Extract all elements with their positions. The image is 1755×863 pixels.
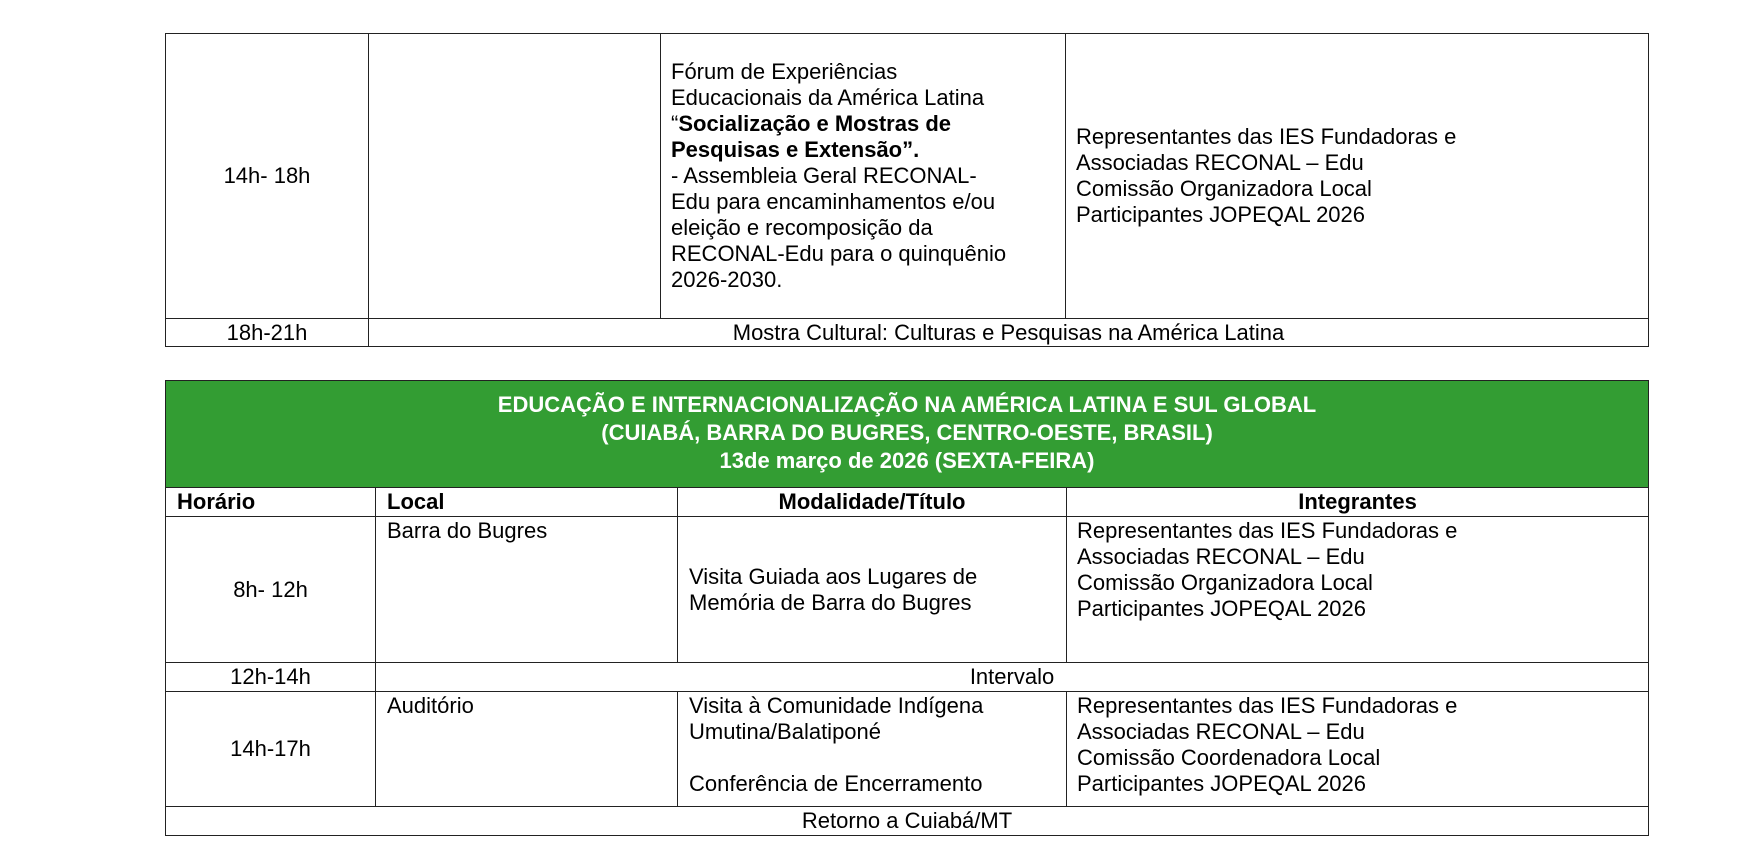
column-header-horario: Horário <box>166 488 376 517</box>
modalidade-cell <box>661 34 1066 319</box>
integrantes-cell <box>1066 34 1649 319</box>
text-line: Representantes das IES Fundadoras e <box>1077 518 1458 543</box>
text-line: Comissão Organizadora Local <box>1077 570 1373 595</box>
day-header <box>166 381 1649 488</box>
column-header-row <box>166 488 1649 517</box>
bold-title: Socialização e Mostras de <box>678 111 951 136</box>
text-line: Associadas RECONAL – Edu <box>1076 150 1364 175</box>
integrantes-cell <box>1067 692 1649 807</box>
modalidade-cell <box>678 692 1067 807</box>
event-cell: Intervalo <box>376 663 1649 692</box>
table-row <box>166 34 1649 319</box>
text-line: RECONAL-Edu para o quinquênio <box>671 241 1007 266</box>
text-line: Umutina/Balatiponé <box>689 719 882 744</box>
text-line: Associadas RECONAL – Edu <box>1077 544 1365 569</box>
text-line: Educacionais da América Latina <box>671 85 985 110</box>
day-header-row <box>166 381 1649 488</box>
local-cell: Barra do Bugres <box>376 517 678 663</box>
spacer <box>689 745 1066 771</box>
modalidade-cell <box>678 517 1067 663</box>
time-cell: 8h- 12h <box>166 517 376 663</box>
schedule-table-top <box>165 33 1649 347</box>
text-line: Participantes JOPEQAL 2026 <box>1077 596 1367 621</box>
text-line: Representantes das IES Fundadoras e <box>1077 693 1458 718</box>
column-header-integrantes: Integrantes <box>1067 488 1649 517</box>
text-line: Edu para encaminhamentos e/ou <box>671 189 996 214</box>
text-line: eleição e recomposição da <box>671 215 933 240</box>
text-line: Fórum de Experiências <box>671 59 898 84</box>
text-line <box>671 137 1065 163</box>
table-row <box>166 517 1649 663</box>
text-line: Visita à Comunidade Indígena <box>689 693 984 718</box>
column-header-modalidade: Modalidade/Título <box>678 488 1067 517</box>
text-line: 2026-2030. <box>671 267 783 292</box>
time-cell: 18h-21h <box>166 319 369 347</box>
text-line: Comissão Coordenadora Local <box>1077 745 1381 770</box>
local-cell <box>369 34 661 319</box>
text-line: Comissão Organizadora Local <box>1076 176 1372 201</box>
table-row <box>166 807 1649 836</box>
time-cell: 14h-17h <box>166 692 376 807</box>
text-line: Representantes das IES Fundadoras e <box>1076 124 1457 149</box>
quote-mark: ”. <box>902 137 920 162</box>
event-cell: Mostra Cultural: Culturas e Pesquisas na América Latina <box>369 319 1649 347</box>
table-row <box>166 319 1649 347</box>
header-title: EDUCAÇÃO E INTERNACIONALIZAÇÃO NA AMÉRICA LATINA E SUL GLOBAL <box>497 392 1317 417</box>
integrantes-cell <box>1067 517 1649 663</box>
text-line: Associadas RECONAL – Edu <box>1077 719 1365 744</box>
text-line: Participantes JOPEQAL 2026 <box>1076 202 1366 227</box>
text-line: Memória de Barra do Bugres <box>689 589 972 615</box>
table-row <box>166 663 1649 692</box>
local-cell: Auditório <box>376 692 678 807</box>
bold-title: Pesquisas e Extensão <box>671 137 903 162</box>
time-cell: 14h- 18h <box>166 34 369 319</box>
quote-mark: “ <box>671 111 679 136</box>
column-header-local: Local <box>376 488 678 517</box>
header-location: (CUIABÁ, BARRA DO BUGRES, CENTRO-OESTE, BRASIL) <box>601 420 1213 445</box>
time-cell: 12h-14h <box>166 663 376 692</box>
text-line: - Assembleia Geral RECONAL- <box>671 163 977 188</box>
text-line: Conferência de Encerramento <box>689 771 983 796</box>
header-date: 13de março de 2026 (SEXTA-FEIRA) <box>719 448 1095 473</box>
text-line: Visita Guiada aos Lugares de <box>689 563 978 589</box>
schedule-table-day <box>165 380 1649 836</box>
text-line: Participantes JOPEQAL 2026 <box>1077 771 1367 796</box>
text-line <box>671 111 1065 137</box>
table-row <box>166 692 1649 807</box>
footer-cell: Retorno a Cuiabá/MT <box>166 807 1649 836</box>
